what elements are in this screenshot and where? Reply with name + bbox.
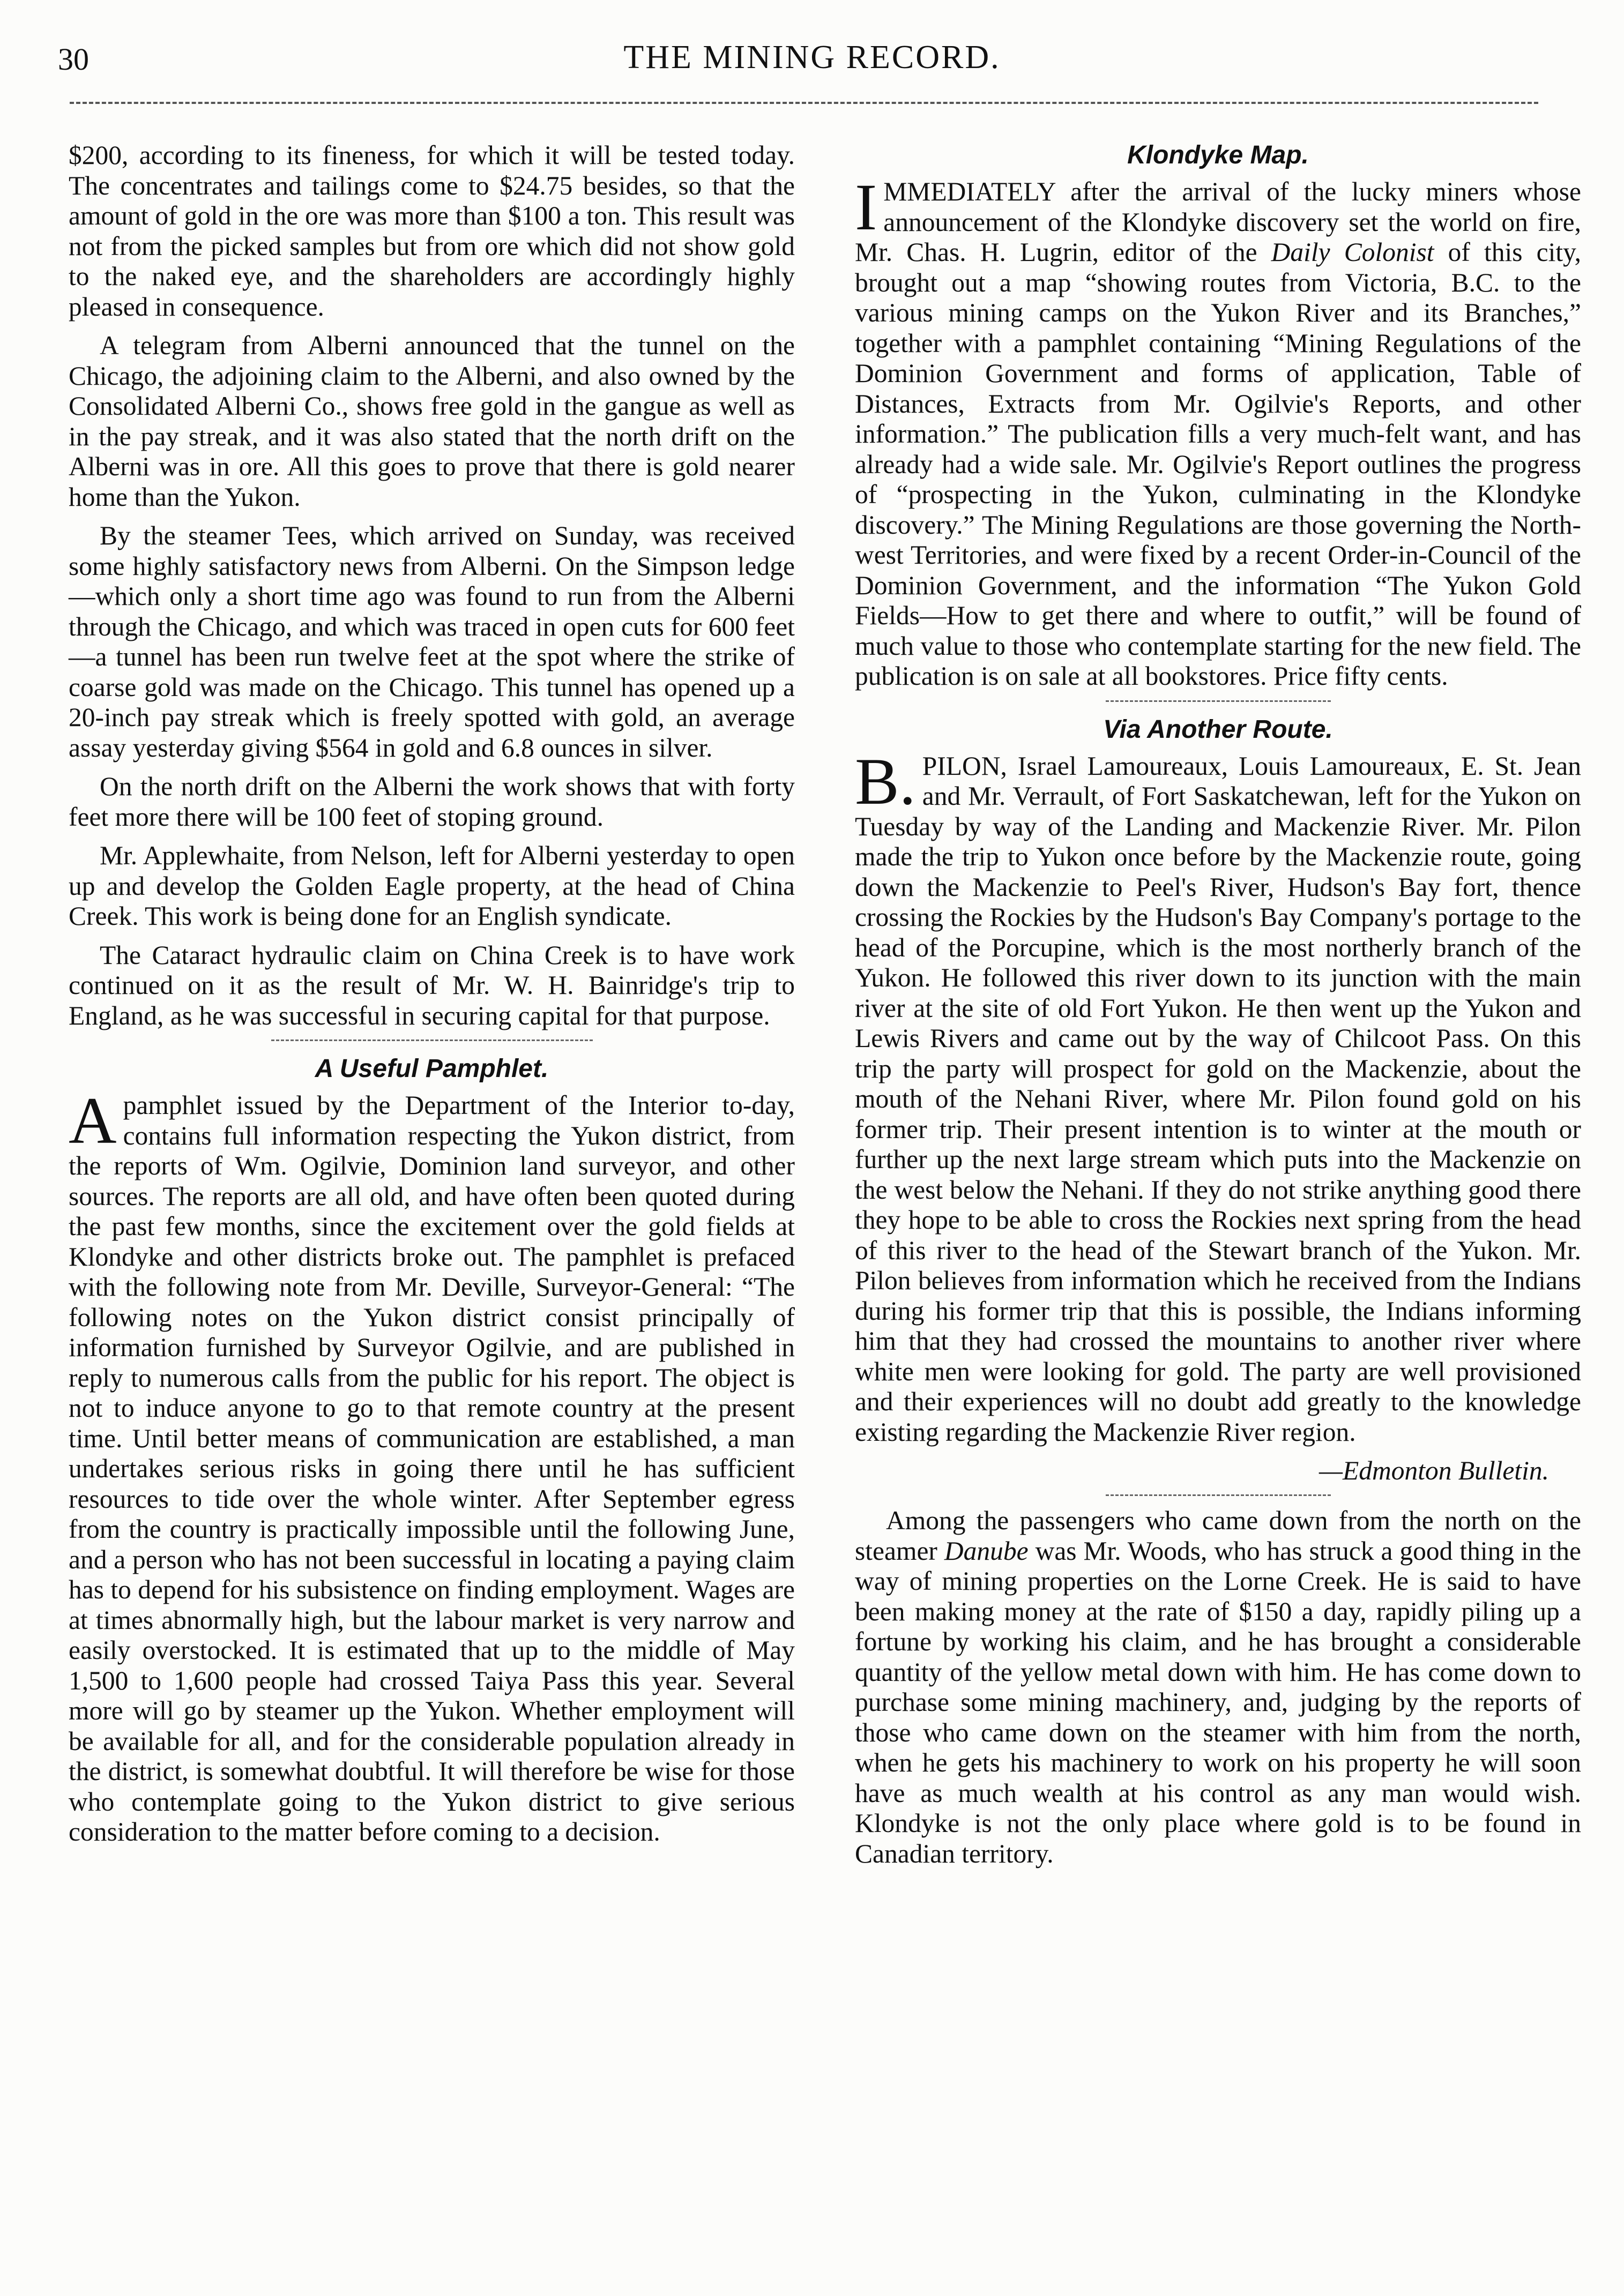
- another-route-heading: Via Another Route.: [1103, 715, 1333, 744]
- danube-body-part-2: was Mr. Woods, who has struck a good thing in the way of mining properties on the Lorne Creek. He is said to have been making money at the rate of $150 a day, rapidly piling up a fortune by working his claim, and he has brought a considerable quantity of the yellow metal down with him. He has come down to purchase some mining machinery, and, judging by the reports of those who came down on the steamer with him from the north, when he gets his machinery to work on his property he will soon have as much wealth at his control as any man would wish. Klondyke is not the only place where gold is to be found in Canadian territory.: [855, 1536, 1582, 1868]
- article-continuation-paragraph: $200, according to its fineness, for which it will be tested today. The concentrates and tailings come to $24.75 besides, so that the amount of gold in the ore was more than $100 a ton. This result was not from the picked samples but from ore which did not show gold to the naked eye, and the shareholders are accordingly highly pleased in consequence.: [69, 140, 795, 321]
- drop-cap: A: [69, 1084, 117, 1157]
- applewhaite-paragraph: Mr. Applewhaite, from Nelson, left for Alberni yesterday to open up and develop the Golden Eagle property, at the head of China Creek. This work is being done for an English syndicate.: [69, 841, 795, 931]
- right-column: [855, 140, 1581, 1878]
- north-drift-paragraph: On the north drift on the Alberni the work shows that with forty feet more there will be 100 feet of stoping ground.: [69, 772, 795, 832]
- drop-cap: B.: [855, 744, 916, 818]
- header-rule: [70, 102, 1538, 104]
- section-divider: [271, 1039, 593, 1041]
- cataract-claim-paragraph: The Cataract hydraulic claim on China Creek is to have work continued on it as the result of Mr. W. H. Bainridge's trip to England, as he was successful in securing capital for that purpose.: [69, 940, 795, 1030]
- drop-cap: I: [855, 170, 877, 244]
- newspaper-name: Daily Colonist: [1271, 237, 1434, 267]
- another-route-article: [855, 744, 1581, 1448]
- danube-body-part-1: Among the passengers who came down from the north on the steamer: [855, 1506, 1581, 1566]
- section-divider: [1106, 1494, 1331, 1496]
- steamer-tees-paragraph: By the steamer Tees, which arrived on Sunday, was received some highly satisfactory news from Alberni. On the Simpson ledge—which only a short time ago was found to run from the Alberni through the Chicago, and which was traced in open cuts for 600 feet—a tunnel has been run twelve feet at the spot where the strike of coarse gold was made on the Chicago. This tunnel has opened up a 20-inch pay streak which is freely spotted with gold, an average assay yesterday giving $564 in gold and 6.8 ounces in silver.: [69, 521, 795, 762]
- danube-passengers-paragraph: [855, 1506, 1581, 1869]
- klondyke-map-heading: Klondyke Map.: [1127, 141, 1309, 169]
- page-header: [0, 0, 1624, 107]
- pamphlet-article: [69, 1084, 795, 1848]
- source-attribution: —Edmonton Bulletin.: [1319, 1456, 1549, 1485]
- left-column: [69, 140, 795, 1856]
- klondyke-map-article: [855, 170, 1582, 692]
- pamphlet-body: pamphlet issued by the Department of the Interior to-day, contains full information respecting the Yukon district, from the reports of Wm. Ogilvie, Dominion land surveyor, and other sources. The reports are all old, and have often been quoted during the past few months, since the excitement over the gold fields at Klondyke and other districts broke out. The pamphlet is prefaced with the following note from Mr. Deville, Surveyor-General: “The following notes on the Yukon district consist principally of information furnished by Surveyor Ogilvie, and are published in reply to numerous calls from the public for his report. The object is not to induce anyone to go to that remote country at the present time. Until better means of communication are established, a man undertakes serious risks in going there until he has sufficient resources to tide over the whole winter. After September egress from the country is practically impossible until the following June, and a person who has not been successful in locating a paying claim has to depend for his subsistence on finding employment. Wages are at times abnormally high, but the labour market is very narrow and easily overstocked. It is estimated that up to the middle of May 1,500 to 1,600 people had crossed Taiya Pass this year. Several more will go by steamer up the Yukon. Whether employment will be available for all, and for the considerable population already in the district, is somewhat doubtful. It will therefore be wise for those who contemplate going to the Yukon district to give serious consideration to the matter before coming to a decision.: [69, 1090, 795, 1846]
- another-route-body: PILON, Israel Lamoureaux, Louis Lamoureaux, E. St. Jean and Mr. Verrault, of Fort Saskatchewan, left for the Yukon on Tuesday by way of the Landing and Mackenzie River. Mr. Pilon made the trip to Yukon once before by the Mackenzie route, going down the Mackenzie to Peel's River, Hudson's Bay fort, thence crossing the Rockies by the Hudson's Bay Company's portage to the head of the Porcupine, which is the most northerly branch of the Yukon. He followed this river down to its junction with the main river at the site of old Fort Yukon. He then went up the Yukon and Lewis Rivers and came out by the way of Chilcoot Pass. On this trip the party will prospect for gold on the Mackenzie, about the mouth of the Nehani River, where Mr. Pilon found gold on his former trip. Their present intention is to winter at the mouth or further up the next large stream which puts into the Mackenzie on the west below the Nehani. If they do not strike anything good there they hope to be able to cross the Rockies next spring from the head of this river to the head of the Stewart branch of the Yukon. Mr. Pilon believes from information which he received from the Indians during his former trip that this is possible, the Indians informing him that they had crossed the mountains to another river where white men were looking for gold. The party are well provisioned and their experiences will no doubt add greatly to the knowledge existing regarding the Mackenzie River region.: [855, 751, 1581, 1447]
- alberni-telegram-paragraph: A telegram from Alberni announced that the tunnel on the Chicago, the adjoining claim to the Alberni, and also owned by the Consolidated Alberni Co., shows free gold in the gangue as well as in the pay streak, and it was also stated that the north drift on the Alberni was in ore. All this goes to prove that there is gold nearer home than the Yukon.: [69, 331, 795, 512]
- klondyke-body-part-1: MMEDIATELY after the arrival of the lucky miners whose announcement of the Klondyke discovery set the world on fire, Mr. Chas. H. Lugrin, editor of the: [855, 177, 1581, 267]
- publication-title: THE MINING RECORD.: [623, 39, 1001, 76]
- section-divider: [1106, 700, 1331, 702]
- page-number: 30: [58, 42, 89, 77]
- klondyke-body-part-2: of this city, brought out a map “showing routes from Victoria, B.C. to the various mining camps on the Yukon River and its Branches,” together with a pamphlet containing “Mining Regulations of the Dominion Government and forms of application, Table of Distances, Extracts from Mr. Ogilvie's Reports, and other information.” The publication fills a very much-felt want, and has already had a wide sale. Mr. Ogilvie's Report outlines the progress of “prospecting in the Yukon, culminating in the Klondyke discovery.” The Mining Regulations are those governing the North-west Territories, and were fixed by a recent Order-in-Council of the Dominion Government, and the information “The Yukon Gold Fields—How to get there and where to outfit,” will be found of much value to those who contemplate starting for the new field. The publication is on sale at all bookstores. Price fifty cents.: [855, 237, 1582, 691]
- pamphlet-heading: A Useful Pamphlet.: [315, 1054, 549, 1083]
- steamer-name: Danube: [944, 1536, 1029, 1566]
